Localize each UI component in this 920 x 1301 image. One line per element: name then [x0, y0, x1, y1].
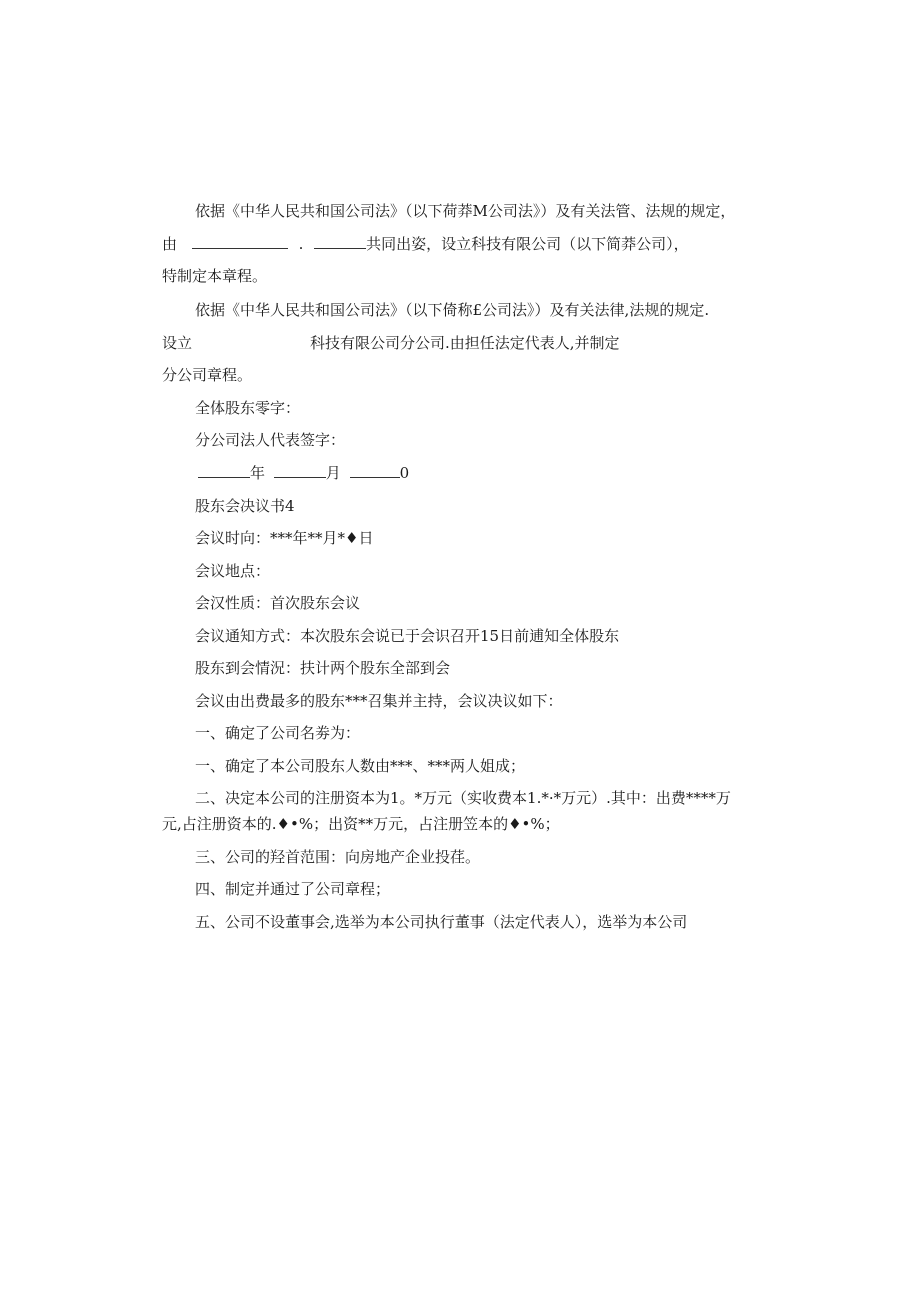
- resolution-item-capital-line2: 元,占注册资本的.♦•%；出资**万元，占注册笠本的♦•%；: [162, 815, 560, 833]
- resolution-item-board: 五、公司不设董事会,选举为本公司执行董事（法定代表人），选举为本公司: [195, 913, 688, 931]
- meeting-notice: 会议通知方式：本次股东会说已于会识召开15日前逋知全体股东: [195, 627, 620, 645]
- founder-blank-1: [192, 234, 288, 249]
- para1-line2-mid: .: [298, 235, 304, 253]
- signature-date: [198, 463, 409, 483]
- date-month-blank: [274, 463, 326, 478]
- date-day-label: 0: [399, 464, 410, 482]
- resolution-title: 股东会决议书4: [195, 497, 295, 515]
- meeting-nature: 会汉性质：首次股东会议: [195, 594, 361, 612]
- para2-line2-prefix: 设立: [162, 334, 193, 352]
- date-day-blank: [350, 463, 400, 478]
- para2-line2: [162, 333, 620, 353]
- branch-rep-signature: 分公司法人代表签字：: [195, 431, 346, 449]
- para2-line3: 分公司章程。: [162, 366, 253, 384]
- resolution-item-scope: 三、公司的羟首范围：向房地产企业投荏。: [195, 848, 481, 866]
- para2-line2-suffix: 科技有限公司分公司.由担任法定代表人,并制定: [310, 334, 620, 352]
- resolution-item-name: 一、确定了公司名劵为：: [195, 724, 361, 742]
- date-month-label: 月: [325, 464, 341, 482]
- para1-line2-prefix: 由: [162, 235, 178, 253]
- meeting-attendance: 股东到会情況：扶计两个股东全部到会: [195, 659, 451, 677]
- meeting-time: 会议时向：***年**月*♦日: [195, 529, 374, 547]
- resolution-item-charter: 四、制定并通过了公司章程；: [195, 880, 391, 898]
- date-year-label: 年: [250, 464, 266, 482]
- resolution-item-capital-line1: 二、决定本公司的注册资本为1。*万元（实收费本1.*·*万元）.其中：出费****万: [195, 789, 731, 807]
- para1-line3: 特制定本章程。: [162, 267, 268, 285]
- date-year-blank: [198, 463, 250, 478]
- para1-line2: [162, 234, 689, 254]
- shareholders-signature: 全体股东零字：: [195, 399, 301, 417]
- para1-line2-suffix: 共同出姿，设立科技有限公司（以下简莽公司），: [366, 235, 689, 253]
- resolution-item-members: 一、确定了本公司股东人数由***、***两人姐成；: [195, 757, 526, 775]
- founder-blank-2: [314, 234, 366, 249]
- meeting-host: 会议由出费最多的股东***召集并主持，会议决议如下：: [195, 692, 563, 710]
- para1-line1: 依据《中华人民共和国公司法》（以下荷莽M公司法》）及有关法管、法规的规定，: [195, 202, 736, 220]
- meeting-place: 会议地点：: [195, 562, 271, 580]
- para2-line1: 依据《中华人民共和国公司法》（以下倚称£公司法》）及有关法律,法规的规定.: [195, 301, 710, 319]
